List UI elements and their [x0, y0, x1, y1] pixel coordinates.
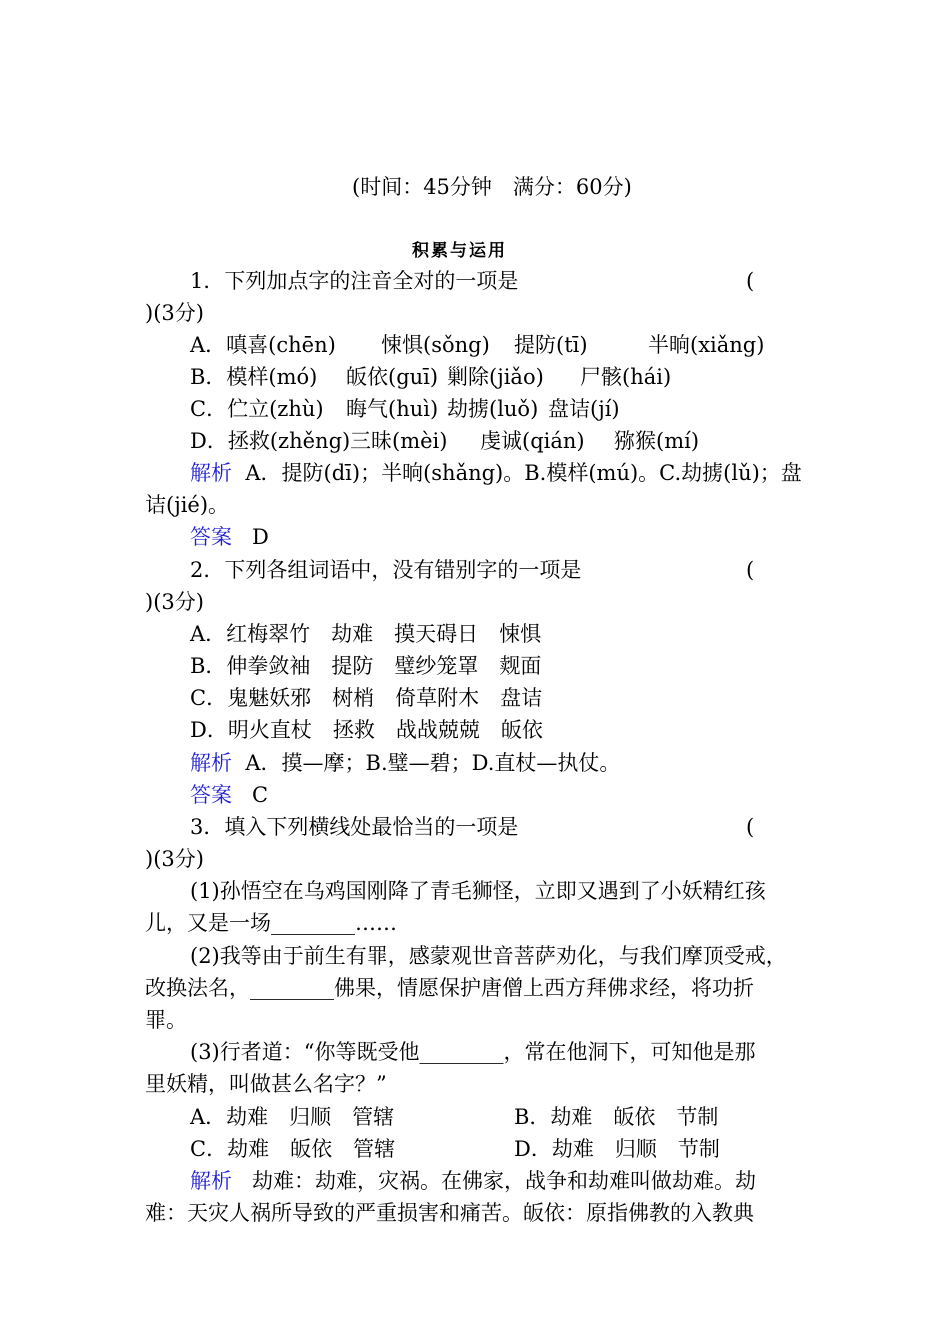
q3-option-c: C．劫难 皈依 管辖 — [190, 1137, 396, 1161]
time-info: (时间：45分钟 满分：60分) — [352, 175, 632, 199]
q1-paren-close: )(3分) — [145, 301, 204, 325]
q3-stem: 3．填入下列横线处最恰当的一项是 — [190, 815, 519, 839]
q1-stem: 1．下列加点字的注音全对的一项是 — [190, 269, 519, 293]
q2-paren-close: )(3分) — [145, 590, 204, 614]
q2-option-a: A．红梅翠竹 劫难 摸天碍日 悚惧 — [190, 622, 542, 646]
section-title: 积累与运用 — [412, 241, 507, 261]
q3-analysis: 解析 劫难：劫难，灾祸。在佛家，战争和劫难叫做劫难。劫 — [190, 1169, 757, 1193]
q2-answer: 答案 C — [190, 783, 269, 807]
analysis-label: 解析 — [190, 1169, 232, 1193]
analysis-label: 解析 — [190, 461, 232, 485]
q1-analysis-cont: 诘(jié)。 — [145, 493, 230, 517]
answer-label: 答案 — [190, 783, 232, 807]
q3-sentence-1: (1)孙悟空在乌鸡国刚降了青毛狮怪，立即又遇到了小妖精红孩 — [190, 879, 766, 903]
answer-label: 答案 — [190, 525, 232, 549]
q3-option-a: A．劫难 归顺 管辖 — [190, 1105, 395, 1129]
q2-option-b: B．伸拳敛袖 提防 璧纱笼罩 觌面 — [190, 654, 542, 678]
q3-option-d: D．劫难 归顺 节制 — [514, 1137, 720, 1161]
q2-option-d: D．明火直杖 拯救 战战兢兢 皈依 — [190, 718, 543, 742]
q1-paren-open: ( — [746, 269, 755, 293]
q3-analysis-cont: 难：天灾人祸所导致的严重损害和痛苦。皈依：原指佛教的入教典 — [145, 1201, 754, 1225]
q3-sentence-1-cont: 儿，又是一场________…… — [145, 911, 397, 935]
analysis-label: 解析 — [190, 751, 232, 775]
q3-sentence-2: (2)我等由于前生有罪，感蒙观世音菩萨劝化，与我们摩顶受戒， — [190, 944, 787, 968]
q3-sentence-2-cont: 改换法名，________佛果，情愿保护唐僧上西方拜佛求经，将功折 — [145, 976, 754, 1000]
q3-sentence-3-cont: 里妖精，叫做甚么名字？” — [145, 1072, 387, 1096]
q3-option-b: B．劫难 皈依 节制 — [514, 1105, 719, 1129]
q1-answer: 答案 D — [190, 525, 269, 549]
q1-analysis: 解析 A．提防(dī)；半晌(shǎng)。B.模样(mú)。C.劫掳(lǔ)；盘 — [190, 461, 802, 485]
q2-stem: 2．下列各组词语中，没有错别字的一项是 — [190, 558, 582, 582]
q2-analysis: 解析 A．摸—摩；B.璧—碧；D.直杖—执仗。 — [190, 751, 621, 775]
q3-paren-open: ( — [746, 815, 755, 839]
q3-sentence-2-end: 罪。 — [145, 1008, 187, 1032]
q3-paren-close: )(3分) — [145, 847, 204, 871]
q2-paren-open: ( — [746, 558, 755, 582]
q2-option-c: C．鬼魅妖邪 树梢 倚草附木 盘诘 — [190, 686, 543, 710]
q3-sentence-3: (3)行者道：“你等既受他________，常在他洞下，可知他是那 — [190, 1040, 756, 1064]
